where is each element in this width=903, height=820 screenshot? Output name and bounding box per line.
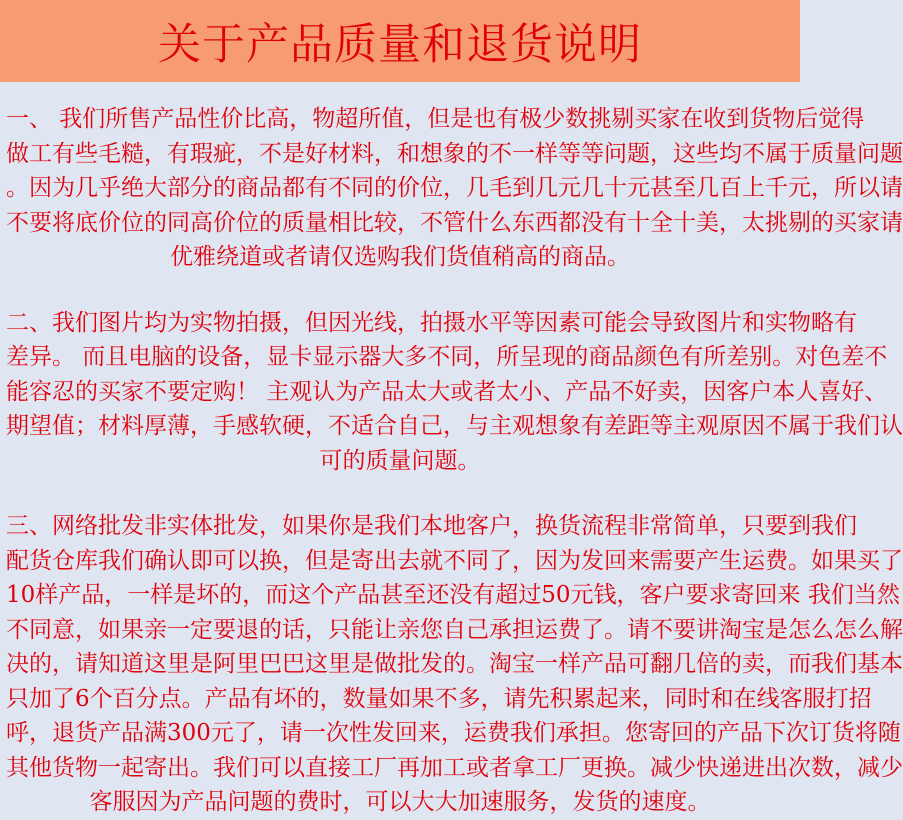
paragraph-3-line-6: 只加了6个百分点。产品有坏的，数量如果不多，请先积累起来，同时和在线客服打招 xyxy=(6,685,872,712)
policy-content xyxy=(0,102,903,820)
title-banner xyxy=(0,0,800,82)
policy-paragraph-2 xyxy=(6,306,903,479)
paragraph-3-line-8: 其他货物一起寄出。我们可以直接工厂再加工或者拿工厂更换。减少快递进出次数，减少 xyxy=(6,754,903,781)
paragraph-1-line-2: 做工有些毛糙，有瑕疵，不是好材料，和想象的不一样等等问题，这些均不属于质量问题 xyxy=(6,140,903,167)
policy-paragraph-3 xyxy=(6,509,903,820)
paragraph-3-line-5: 决的，请知道这里是阿里巴巴这里是做批发的。淘宝一样产品可翻几倍的卖，而我们基本 xyxy=(6,651,903,677)
page-title: 关于产品质量和退货说明 xyxy=(158,19,642,70)
paragraph-2-line-3: 能容忍的买家不要定购！ 主观认为产品太大或者太小、产品不好卖，因客户本人喜好、 xyxy=(6,378,888,405)
paragraph-1-line-4: 不要将底价位的同高价位的质量相比较，不管什么东西都没有十全十美，太挑剔的买家请 xyxy=(6,209,903,236)
paragraph-1-line-3: 。因为几乎绝大部分的商品都有不同的价位，几毛到几元几十元甚至几百上千元，所以请 xyxy=(6,175,903,201)
paragraph-2-line-5: 可的质量问题。 xyxy=(319,447,481,474)
paragraph-3-line-3: 10样产品，一样是坏的，而这个产品甚至还没有超过50元钱，客户要求寄回来 我们当然 xyxy=(6,582,900,608)
paragraph-2-line-4: 期望值；材料厚薄，手感软硬，不适合自己，与主观想象有差距等主观原因不属于我们认 xyxy=(6,413,903,439)
paragraph-1-line-5: 优雅绕道或者请仅选购我们货值稍高的商品。 xyxy=(170,244,630,270)
paragraph-3-line-4: 不同意，如果亲一定要退的话，只能让亲您自己承担运费了。请不要讲淘宝是怎么怎么解 xyxy=(6,616,903,643)
paragraph-2-line-2: 差异。 而且电脑的设备，显卡显示器大多不同，所呈现的商品颜色有所差别。对色差不 xyxy=(6,344,888,370)
paragraph-3-line-1: 三、网络批发非实体批发，如果你是我们本地客户，换货流程非常简单，只要到我们 xyxy=(6,513,857,539)
paragraph-1-line-1: 一、 我们所售产品性价比高，物超所值，但是也有极少数挑剔买家在收到货物后觉得 xyxy=(6,106,865,132)
paragraph-2-line-1: 二、我们图片均为实物拍摄，但因光线，拍摄水平等因素可能会导致图片和实物略有 xyxy=(6,309,857,336)
paragraph-3-line-7: 呼，退货产品满300元了，请一次性发回来，运费我们承担。您寄回的产品下次订货将随 xyxy=(6,720,901,746)
policy-paragraph-1 xyxy=(6,102,903,275)
paragraph-3-line-9: 客服因为产品问题的费时，可以大大加速服务，发货的速度。 xyxy=(89,789,711,815)
paragraph-3-line-2: 配货仓库我们确认即可以换，但是寄出去就不同了，因为发回来需要产生运费。如果买了 xyxy=(6,547,903,574)
